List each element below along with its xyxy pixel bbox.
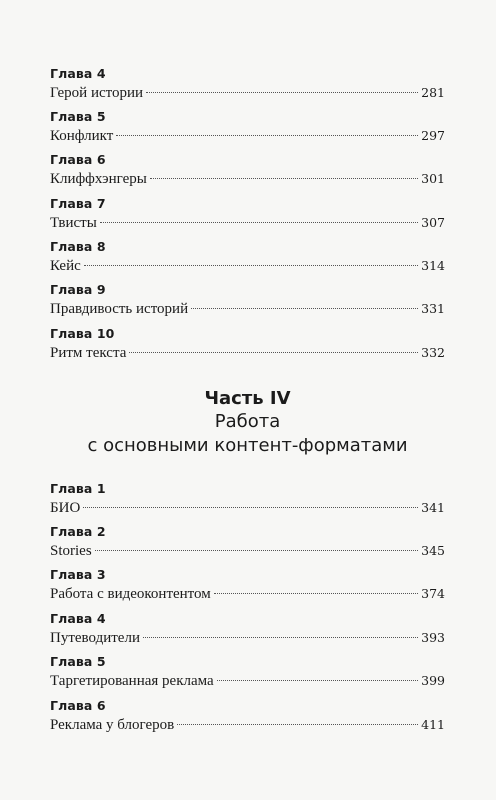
dot-leader bbox=[95, 550, 418, 551]
chapter-title: Герой истории bbox=[50, 85, 144, 101]
chapter-title: Реклама у блогеров bbox=[50, 717, 175, 733]
chapter-title: Правдивость историй bbox=[50, 301, 189, 317]
part-title: Часть IV bbox=[204, 388, 291, 409]
part-heading bbox=[50, 388, 445, 458]
dot-leader bbox=[129, 352, 418, 353]
chapter-number: Глава 4 bbox=[50, 66, 106, 81]
table-of-contents-page bbox=[50, 0, 445, 800]
chapter-title: БИО bbox=[50, 500, 81, 516]
page-number: 399 bbox=[421, 673, 445, 688]
toc-entry bbox=[50, 196, 445, 233]
chapter-number: Глава 6 bbox=[50, 698, 106, 713]
part-subtitle-line1: Работа bbox=[214, 411, 281, 432]
dot-leader bbox=[83, 507, 418, 508]
toc-line[interactable] bbox=[50, 584, 445, 604]
toc-line[interactable] bbox=[50, 671, 445, 691]
page-number: 341 bbox=[421, 500, 445, 515]
toc-line[interactable] bbox=[50, 126, 445, 146]
chapter-title: Stories bbox=[50, 543, 92, 559]
chapter-number: Глава 5 bbox=[50, 654, 106, 669]
chapter-title: Конфликт bbox=[50, 128, 114, 144]
chapter-title: Работа с видеоконтентом bbox=[50, 586, 211, 602]
page-number: 345 bbox=[421, 543, 445, 558]
toc-line[interactable] bbox=[50, 213, 445, 233]
dot-leader bbox=[146, 92, 418, 93]
chapter-number: Глава 9 bbox=[50, 282, 106, 297]
toc-line[interactable] bbox=[50, 169, 445, 189]
page-number: 331 bbox=[421, 301, 445, 316]
dot-leader bbox=[177, 724, 418, 725]
dot-leader bbox=[116, 135, 418, 136]
chapter-number: Глава 5 bbox=[50, 109, 106, 124]
chapter-number: Глава 3 bbox=[50, 567, 106, 582]
page-number: 297 bbox=[421, 128, 445, 143]
chapter-number: Глава 10 bbox=[50, 326, 115, 341]
page-number: 332 bbox=[421, 345, 445, 360]
toc-line[interactable] bbox=[50, 343, 445, 363]
toc-line[interactable] bbox=[50, 83, 445, 103]
page-number: 393 bbox=[421, 630, 445, 645]
dot-leader bbox=[143, 637, 418, 638]
chapter-number: Глава 4 bbox=[50, 611, 106, 626]
toc-line[interactable] bbox=[50, 299, 445, 319]
chapter-title: Кейс bbox=[50, 258, 81, 274]
chapter-number: Глава 6 bbox=[50, 152, 106, 167]
toc-line[interactable] bbox=[50, 256, 445, 276]
dot-leader bbox=[217, 680, 418, 681]
chapter-number: Глава 1 bbox=[50, 481, 106, 496]
toc-entry bbox=[50, 481, 445, 518]
part-subtitle-line2: с основными контент-форматами bbox=[87, 435, 408, 456]
toc-entry bbox=[50, 654, 445, 691]
dot-leader bbox=[84, 265, 418, 266]
toc-entry bbox=[50, 567, 445, 604]
chapter-number: Глава 7 bbox=[50, 196, 106, 211]
chapter-number: Глава 8 bbox=[50, 239, 106, 254]
toc-entry bbox=[50, 611, 445, 648]
dot-leader bbox=[191, 308, 418, 309]
chapter-title: Путеводители bbox=[50, 630, 140, 646]
chapter-number: Глава 2 bbox=[50, 524, 106, 539]
toc-line[interactable] bbox=[50, 628, 445, 648]
page-number: 374 bbox=[421, 586, 445, 601]
chapter-title: Клиффхэнгеры bbox=[50, 171, 147, 187]
page-number: 314 bbox=[421, 258, 445, 273]
toc-entry bbox=[50, 239, 445, 276]
page-number: 411 bbox=[421, 717, 445, 732]
page-number: 307 bbox=[421, 215, 445, 230]
dot-leader bbox=[100, 222, 418, 223]
page-number: 281 bbox=[421, 85, 445, 100]
toc-line[interactable] bbox=[50, 498, 445, 518]
dot-leader bbox=[214, 593, 418, 594]
chapter-title: Таргетированная реклама bbox=[50, 673, 214, 689]
toc-entry bbox=[50, 698, 445, 735]
chapter-title: Твисты bbox=[50, 215, 97, 231]
toc-line[interactable] bbox=[50, 541, 445, 561]
dot-leader bbox=[150, 178, 418, 179]
toc-entry bbox=[50, 109, 445, 146]
chapter-title: Ритм текста bbox=[50, 345, 127, 361]
toc-entry bbox=[50, 326, 445, 363]
page-number: 301 bbox=[421, 171, 445, 186]
toc-line[interactable] bbox=[50, 715, 445, 735]
toc-entry bbox=[50, 66, 445, 103]
toc-entry bbox=[50, 524, 445, 561]
toc-entry bbox=[50, 152, 445, 189]
toc-entry bbox=[50, 282, 445, 319]
